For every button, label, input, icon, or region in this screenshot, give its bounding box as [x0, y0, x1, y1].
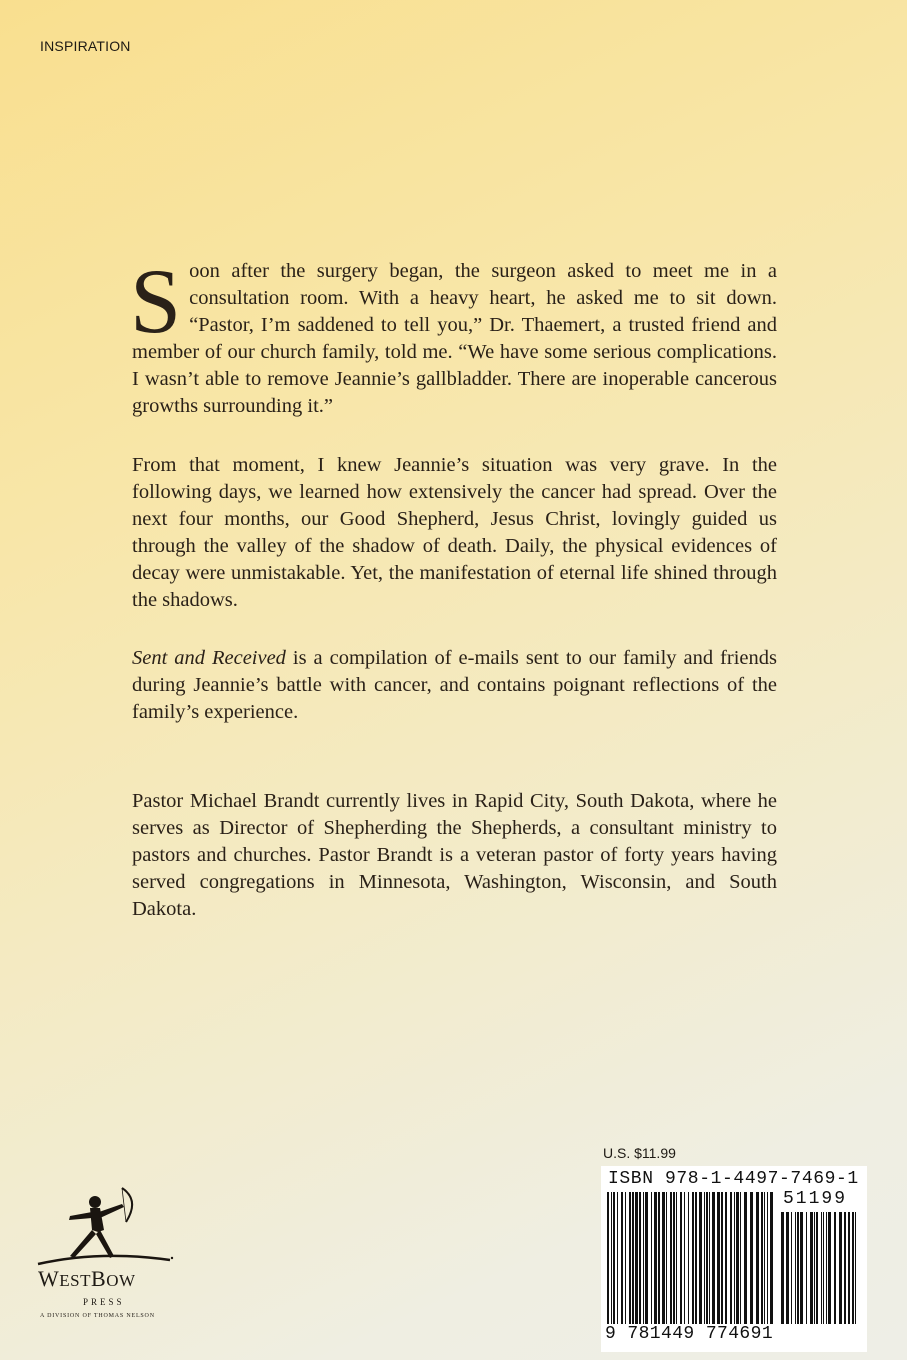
- barcode-bar: [625, 1192, 626, 1324]
- barcode-bar: [756, 1192, 759, 1324]
- barcode-bar: [736, 1192, 739, 1324]
- barcode-bar: [613, 1192, 615, 1324]
- publisher-name: WESTBOW: [38, 1266, 136, 1291]
- barcode-bar: [770, 1192, 773, 1324]
- barcode-bar: [750, 1192, 753, 1324]
- barcode-bar: [797, 1212, 799, 1324]
- barcode-bar: [673, 1192, 675, 1324]
- barcode-bar: [839, 1212, 842, 1324]
- barcode-bar: [684, 1192, 685, 1324]
- blurb-paragraph-3-text: is a compilation of e-mails sent to our family and friends during Jeannie’s battle with cancer, and contains poignant reflections of the family’s experience.: [132, 647, 777, 723]
- blurb-paragraph-3: [132, 645, 777, 726]
- blurb-paragraph-1: [130, 250, 777, 420]
- barcode-bar: [721, 1192, 723, 1324]
- barcode-bar: [781, 1212, 784, 1324]
- price-label: U.S. $11.99: [603, 1145, 676, 1161]
- barcode-bar: [621, 1192, 623, 1324]
- barcode-bar: [658, 1192, 660, 1324]
- barcode-bar: [855, 1212, 856, 1324]
- barcode-bar: [821, 1212, 822, 1324]
- barcode-bar: [725, 1192, 727, 1324]
- westbow-logo-icon: [30, 1180, 180, 1330]
- barcode-bar: [699, 1192, 702, 1324]
- barcode-bar: [676, 1192, 677, 1324]
- barcode-bar: [611, 1192, 612, 1324]
- barcode-bar: [828, 1212, 831, 1324]
- barcode-bar: [823, 1212, 824, 1324]
- barcode-bar: [717, 1192, 720, 1324]
- barcode-bar: [795, 1212, 796, 1324]
- barcode-main-bars: [607, 1192, 777, 1324]
- barcode-bar: [734, 1192, 735, 1324]
- drop-cap: S: [130, 250, 182, 352]
- isbn-text: ISBN 978-1-4497-7469-1: [608, 1169, 859, 1189]
- barcode: [601, 1166, 867, 1352]
- barcode-bar: [852, 1212, 854, 1324]
- publisher-press: PRESS: [83, 1297, 125, 1307]
- barcode-bar: [662, 1192, 665, 1324]
- blurb-paragraph-1-text: oon after the surgery began, the surgeon asked to meet me in a consultation room. With a heavy heart, he asked me to sit down. “Pastor, I’m saddened to tell you,” Dr. Thaemert, a trusted friend and member of our church family, told me. “We have some serious complications. I wasn’t able to remove Jeannie’s gallbladder. There are inoperable cancerous growths surrounding it.”: [132, 260, 777, 417]
- barcode-bar: [744, 1192, 747, 1324]
- barcode-bar: [629, 1192, 631, 1324]
- publisher-division: A DIVISION OF THOMAS NELSON: [40, 1313, 155, 1319]
- barcode-bar: [791, 1212, 792, 1324]
- barcode-bar: [651, 1192, 652, 1324]
- barcode-bar: [764, 1192, 765, 1324]
- barcode-bar: [666, 1192, 667, 1324]
- barcode-bar: [692, 1192, 694, 1324]
- barcode-bar: [786, 1212, 789, 1324]
- author-bio-text: Pastor Michael Brandt currently lives in Rapid City, South Dakota, where he serves as Director of Shepherding the Shepherds, a consultant ministry to pastors and churches. Pastor Brandt is a veteran pastor of forty years having served congregations in Minnesota, Washington, Wisconsin, and South Dakota.: [132, 790, 777, 920]
- barcode-bar: [740, 1192, 741, 1324]
- barcode-bar: [730, 1192, 732, 1324]
- barcode-bar: [767, 1192, 768, 1324]
- barcode-bar: [706, 1192, 708, 1324]
- barcode-bar: [834, 1212, 836, 1324]
- barcode-bar: [695, 1192, 697, 1324]
- barcode-bar: [712, 1192, 715, 1324]
- barcode-bar: [643, 1192, 644, 1324]
- barcode-bar: [670, 1192, 672, 1324]
- barcode-bar: [607, 1192, 609, 1324]
- barcode-bar: [806, 1212, 807, 1324]
- barcode-addon-digits: 51199: [783, 1189, 848, 1209]
- barcode-bar: [826, 1212, 827, 1324]
- barcode-bar: [709, 1192, 710, 1324]
- barcode-bar: [800, 1212, 803, 1324]
- ean-digits: 9 781449 774691: [605, 1324, 774, 1344]
- barcode-bar: [816, 1212, 818, 1324]
- blurb-paragraph-2: [132, 452, 777, 614]
- barcode-bar: [688, 1192, 689, 1324]
- barcode-bar: [635, 1192, 638, 1324]
- barcode-bar: [639, 1192, 641, 1324]
- book-title: Sent and Received: [132, 647, 286, 669]
- barcode-bar: [617, 1192, 618, 1324]
- category-label: INSPIRATION: [40, 38, 131, 54]
- barcode-bar: [654, 1192, 657, 1324]
- barcode-bar: [632, 1192, 634, 1324]
- barcode-bar: [848, 1212, 850, 1324]
- barcode-bar: [645, 1192, 648, 1324]
- barcode-bar: [761, 1192, 763, 1324]
- barcode-bar: [704, 1192, 705, 1324]
- barcode-bar: [810, 1212, 813, 1324]
- barcode-bar: [814, 1212, 815, 1324]
- blurb-paragraph-2-text: From that moment, I knew Jeannie’s situation was very grave. In the following days, we learned how extensively the cancer had spread. Over the next four months, our Good Shepherd, Jesus Christ, lovingly guided us through the valley of the shadow of death. Daily, the physical evidences of decay were unmistakable. Yet, the manifestation of eternal life shined through the shadows.: [132, 454, 777, 611]
- author-bio: [132, 788, 777, 923]
- barcode-bar: [680, 1192, 682, 1324]
- barcode-addon-bars: [781, 1212, 861, 1324]
- barcode-bar: [844, 1212, 846, 1324]
